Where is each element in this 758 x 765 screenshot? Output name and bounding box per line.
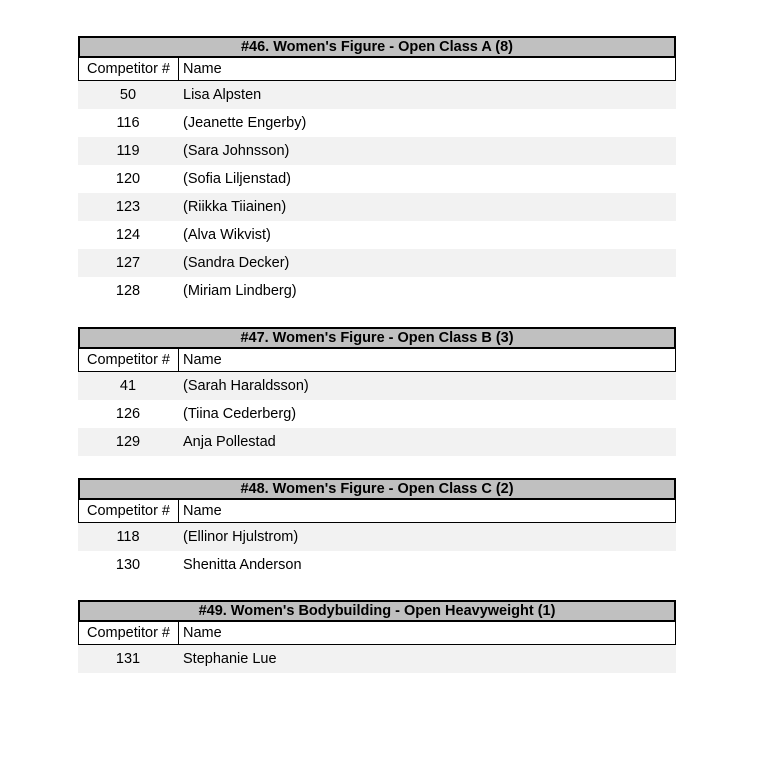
competitor-name: (Miriam Lindberg) [183, 283, 297, 299]
name-header: Name [183, 61, 222, 77]
table-row [78, 645, 676, 673]
name-header: Name [183, 625, 222, 641]
table-row [78, 165, 676, 193]
competitor-number-header: Competitor # [79, 349, 179, 371]
table-row [78, 249, 676, 277]
table-row [78, 137, 676, 165]
competitor-name: (Ellinor Hjulstrom) [183, 529, 299, 545]
competitor-number: 128 [115, 283, 141, 299]
table-row [78, 277, 676, 305]
competitor-number-header: Competitor # [79, 500, 179, 522]
table-row [78, 523, 676, 551]
competitor-name: Stephanie Lue [183, 651, 277, 667]
competitor-number: 129 [115, 434, 141, 450]
column-header-row [78, 500, 676, 523]
competitor-name: (Sofia Liljenstad) [183, 171, 291, 187]
competitor-number-header: Competitor # [79, 58, 179, 80]
table-row [78, 221, 676, 249]
competitor-number: 118 [116, 529, 140, 545]
section-46 [78, 36, 676, 305]
competitor-name: (Sandra Decker) [183, 255, 290, 271]
competitor-number: 130 [115, 557, 141, 573]
column-header-row [78, 349, 676, 372]
competitor-number: 127 [115, 255, 141, 271]
section-title: #49. Women's Bodybuilding - Open Heavyweight (1) [78, 600, 676, 622]
competitor-name: (Sara Johnsson) [183, 143, 290, 159]
competitor-number: 124 [115, 227, 141, 243]
column-header-row [78, 622, 676, 645]
competitor-number: 120 [115, 171, 141, 187]
section-title: #46. Women's Figure - Open Class A (8) [78, 36, 676, 58]
name-header: Name [183, 503, 222, 519]
column-header-row [78, 58, 676, 81]
competitor-name: (Sarah Haraldsson) [183, 378, 309, 394]
competitor-number: 41 [119, 378, 137, 394]
competitor-name: Lisa Alpsten [183, 87, 262, 103]
table-row [78, 551, 676, 579]
competitor-name: Anja Pollestad [183, 434, 276, 450]
competitor-name: (Alva Wikvist) [183, 227, 271, 243]
competitor-number: 116 [116, 115, 140, 131]
competitor-number: 131 [115, 651, 141, 667]
table-row [78, 428, 676, 456]
section-49 [78, 600, 676, 673]
competitor-name: (Tiina Cederberg) [183, 406, 297, 422]
section-48 [78, 478, 676, 579]
competitor-number: 123 [115, 199, 141, 215]
table-row [78, 109, 676, 137]
table-row [78, 400, 676, 428]
competitor-number: 119 [116, 143, 140, 159]
competitor-number-header: Competitor # [79, 622, 179, 644]
table-row [78, 81, 676, 109]
table-row [78, 372, 676, 400]
section-title: #47. Women's Figure - Open Class B (3) [78, 327, 676, 349]
competitor-number: 126 [115, 406, 141, 422]
section-47 [78, 327, 676, 456]
competitor-name: (Jeanette Engerby) [183, 115, 307, 131]
competitor-name: (Riikka Tiiainen) [183, 199, 287, 215]
section-title: #48. Women's Figure - Open Class C (2) [78, 478, 676, 500]
table-row [78, 193, 676, 221]
competitor-number: 50 [119, 87, 137, 103]
name-header: Name [183, 352, 222, 368]
competitor-name: Shenitta Anderson [183, 557, 302, 573]
